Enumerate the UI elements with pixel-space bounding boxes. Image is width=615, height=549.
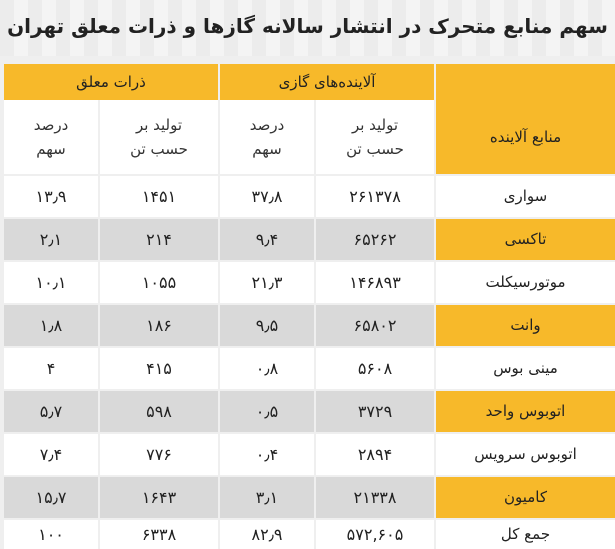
pm-production-cell: ۱۸۶ [100, 305, 218, 346]
pm-share-cell: ۱۳٫۹ [4, 176, 98, 217]
table-column-header [4, 100, 615, 174]
gas-production-cell: ۳۷۲۹ [316, 391, 434, 432]
source-cell: موتورسیکلت [436, 262, 615, 303]
pm-share-cell: ۱۰۰ [4, 520, 98, 549]
pm-production-cell: ۲۱۴ [100, 219, 218, 260]
pm-share-cell: ۱۵٫۷ [4, 477, 98, 518]
table-row [4, 391, 615, 432]
gas-production-cell: ۶۵۸۰۲ [316, 305, 434, 346]
gas-share-cell: ۹٫۴ [220, 219, 314, 260]
gas-share-cell: ۳۷٫۸ [220, 176, 314, 217]
pm-share-cell: ۱٫۸ [4, 305, 98, 346]
group-particles-header: ذرات معلق [4, 64, 218, 100]
gas-production-cell: ۵۶۰۸ [316, 348, 434, 389]
pm-production-cell: ۵۹۸ [100, 391, 218, 432]
page-title: سهم منابع متحرک در انتشار سالانه گازها و ذرات معلق تهران [0, 0, 615, 56]
emissions-table [4, 64, 615, 549]
table-total-row [4, 520, 615, 549]
pm-share-cell: ۲٫۱ [4, 219, 98, 260]
group-gases-header: آلاینده‌های گازی [220, 64, 434, 100]
gas-share-cell: ۸۲٫۹ [220, 520, 314, 549]
table-row [4, 262, 615, 303]
gas-production-cell: ۲۱۳۳۸ [316, 477, 434, 518]
source-cell: اتوبوس واحد [436, 391, 615, 432]
gas-share-cell: ۰٫۴ [220, 434, 314, 475]
pm-production-cell: ۷۷۶ [100, 434, 218, 475]
table-row [4, 176, 615, 217]
table-row [4, 348, 615, 389]
col-gas-share: درصد سهم [220, 100, 314, 174]
col-pm-share: درصد سهم [4, 100, 98, 174]
pm-production-cell: ۱۶۴۳ [100, 477, 218, 518]
source-cell: تاکسی [436, 219, 615, 260]
gas-production-cell: ۵۷۲,۶۰۵ [316, 520, 434, 549]
pm-production-cell: ۱۰۵۵ [100, 262, 218, 303]
gas-share-cell: ۹٫۵ [220, 305, 314, 346]
col-gas-production: تولید بر حسب تن [316, 100, 434, 174]
gas-share-cell: ۰٫۵ [220, 391, 314, 432]
table-row [4, 434, 615, 475]
gas-production-cell: ۲۸۹۴ [316, 434, 434, 475]
pm-share-cell: ۴ [4, 348, 98, 389]
group-empty-header [436, 64, 615, 100]
pm-share-cell: ۷٫۴ [4, 434, 98, 475]
source-cell: سواری [436, 176, 615, 217]
col-pm-production: تولید بر حسب تن [100, 100, 218, 174]
gas-production-cell: ۲۶۱۳۷۸ [316, 176, 434, 217]
table-row [4, 305, 615, 346]
source-cell: وانت [436, 305, 615, 346]
pm-production-cell: ۴۱۵ [100, 348, 218, 389]
gas-production-cell: ۶۵۲۶۲ [316, 219, 434, 260]
pm-share-cell: ۱۰٫۱ [4, 262, 98, 303]
table-group-header [4, 64, 615, 100]
table-row [4, 219, 615, 260]
gas-production-cell: ۱۴۶۸۹۳ [316, 262, 434, 303]
gas-share-cell: ۳٫۱ [220, 477, 314, 518]
source-cell: اتوبوس سرویس [436, 434, 615, 475]
pm-production-cell: ۱۴۵۱ [100, 176, 218, 217]
table-row [4, 477, 615, 518]
pm-production-cell: ۶۳۳۸ [100, 520, 218, 549]
pm-share-cell: ۵٫۷ [4, 391, 98, 432]
source-cell: جمع کل [436, 520, 615, 549]
gas-share-cell: ۰٫۸ [220, 348, 314, 389]
source-cell: مینی بوس [436, 348, 615, 389]
source-cell: کامیون [436, 477, 615, 518]
gas-share-cell: ۲۱٫۳ [220, 262, 314, 303]
col-source: منابع آلاینده [436, 100, 615, 174]
